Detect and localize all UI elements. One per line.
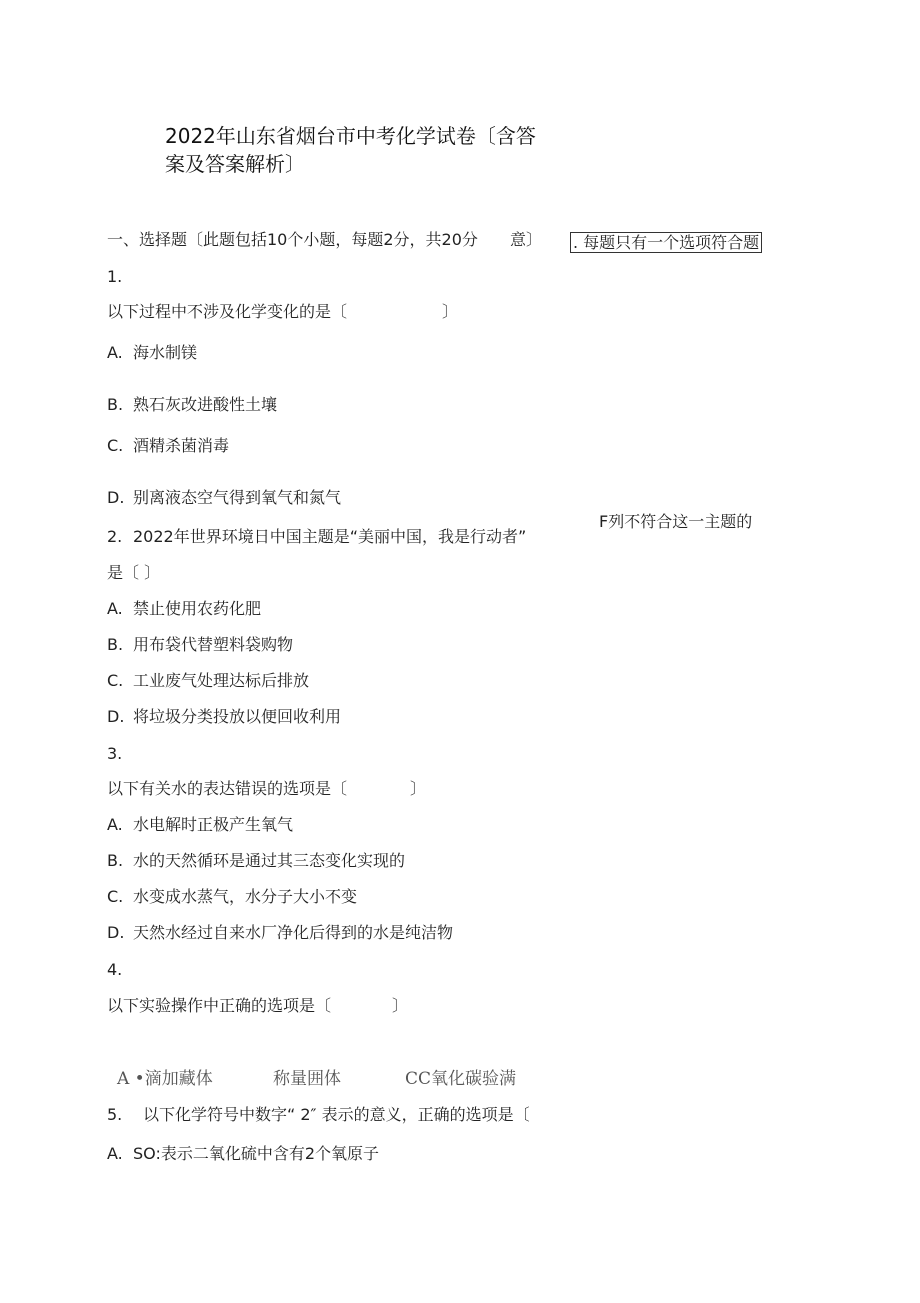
question-3-option-b: B. 水的天然循环是通过其三态变化实现的 xyxy=(107,851,406,870)
question-4-image-label-c: CC氧化碳验满 xyxy=(405,1069,517,1089)
question-1-stem-close: 〕 xyxy=(442,302,459,321)
question-4-stem-close: 〕 xyxy=(392,996,409,1015)
question-3-stem: 以下有关水的表达错误的选项是〔 xyxy=(107,779,348,798)
document-title-line-1: 2022年山东省烟台市中考化学试卷〔含答 xyxy=(165,124,536,148)
question-4-number: 4. xyxy=(107,960,123,979)
section-boxed-note: . 每题只有一个选项符合题 xyxy=(570,232,762,253)
question-4-stem: 以下实验操作中正确的选项是〔 xyxy=(107,996,332,1015)
question-2-option-c: C. 工业废气处理达标后排放 xyxy=(107,671,310,690)
question-3-number: 3. xyxy=(107,744,123,763)
question-5-option-a: A. SO:表示二氧化硫中含有2个氧原子 xyxy=(107,1144,380,1163)
question-2-stem-cont: 是〔 〕 xyxy=(107,563,161,582)
question-3-option-c: C. 水变成水蒸气，水分子大小不变 xyxy=(107,887,358,906)
question-1-stem: 以下过程中不涉及化学变化的是〔 xyxy=(107,302,348,321)
question-1-number: 1. xyxy=(107,267,123,286)
question-3-option-d: D. 天然水经过自来水厂净化后得到的水是纯洁物 xyxy=(107,923,454,942)
section-heading-tail: 意〕 xyxy=(510,230,543,249)
question-2-option-a: A. 禁止使用农药化肥 xyxy=(107,599,262,618)
question-1-option-a: A. 海水制镁 xyxy=(107,343,198,362)
question-2-option-d: D. 将垃圾分类投放以便回收利用 xyxy=(107,707,342,726)
document-title-line-2: 案及答案解析〕 xyxy=(165,152,305,176)
question-2-stem: 2. 2022年世界环境日中国主题是“美丽中国，我是行动者” xyxy=(107,527,527,546)
question-3-stem-close: 〕 xyxy=(410,779,427,798)
question-2-stem-side: F列不符合这一主题的 xyxy=(599,512,753,531)
section-heading: 一、选择题〔此题包括10个小题，每题2分，共20分 xyxy=(107,230,478,249)
question-1-option-c: C. 酒精杀菌消毒 xyxy=(107,436,230,455)
question-3-option-a: A. 水电解时正极产生氧气 xyxy=(107,815,294,834)
question-1-option-b: B. 熟石灰改进酸性土壤 xyxy=(107,395,278,414)
question-5-stem: 5. 以下化学符号中数字“ 2″ 表示的意义，正确的选项是〔 xyxy=(107,1105,530,1124)
question-4-image-label-b: 称量囲体 xyxy=(273,1069,341,1089)
question-1-option-d: D. 别离液态空气得到氧气和氮气 xyxy=(107,488,342,507)
question-2-option-b: B. 用布袋代替塑料袋购物 xyxy=(107,635,294,654)
question-4-image-label-a: A •滴加藏体 xyxy=(117,1069,213,1089)
